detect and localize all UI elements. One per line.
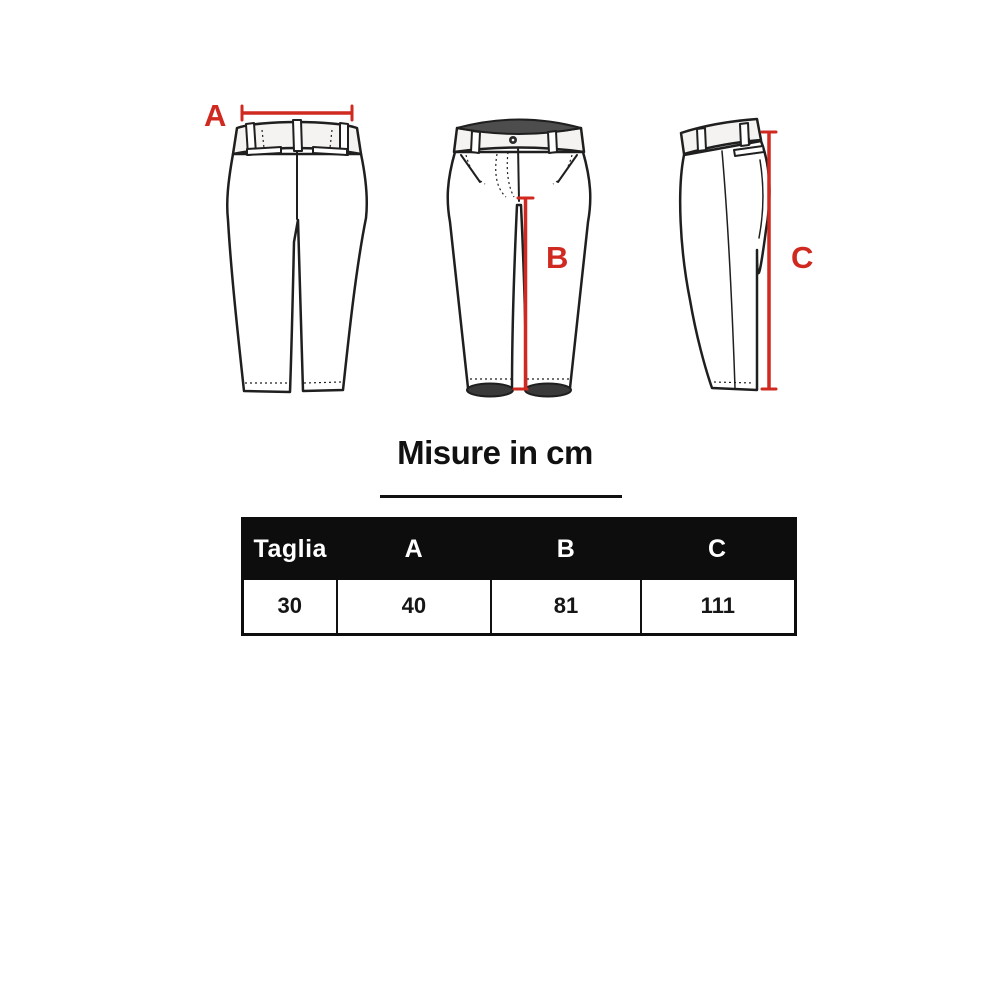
button-hole <box>512 139 515 142</box>
measure-label-c: C <box>791 240 814 275</box>
pants-back-body <box>227 150 367 392</box>
belt-loop <box>471 131 480 153</box>
header-c: C <box>641 519 796 580</box>
size-table-header-row <box>243 519 796 580</box>
page-title: Misure in cm <box>397 434 593 471</box>
header-a: A <box>337 519 492 580</box>
pants-front-waistband <box>454 120 584 154</box>
welt-pocket <box>313 147 347 155</box>
measure-label-a: A <box>204 98 227 133</box>
header-b: B <box>491 519 640 580</box>
cell-a: 40 <box>337 580 492 635</box>
belt-loop <box>548 131 557 153</box>
front-center-seam <box>518 145 519 201</box>
belt-loop <box>740 123 749 146</box>
pants-front-view-figure <box>440 105 630 410</box>
hem-opening <box>525 384 571 397</box>
cell-taglia: 30 <box>243 580 337 635</box>
cell-c: 111 <box>641 580 796 635</box>
pants-front-body <box>448 145 591 397</box>
pants-back-view-figure <box>195 95 395 410</box>
title-underline <box>380 495 622 498</box>
size-table-row <box>243 580 796 635</box>
cell-b: 81 <box>491 580 640 635</box>
measure-label-b: B <box>546 240 569 275</box>
header-taglia: Taglia <box>243 519 337 580</box>
size-table <box>241 517 797 636</box>
belt-loop <box>293 120 302 151</box>
welt-pocket <box>247 147 281 155</box>
hem-opening <box>467 384 513 397</box>
pants-side-body <box>680 141 769 390</box>
belt-loop <box>697 128 706 151</box>
measure-arrow-a <box>241 106 353 120</box>
